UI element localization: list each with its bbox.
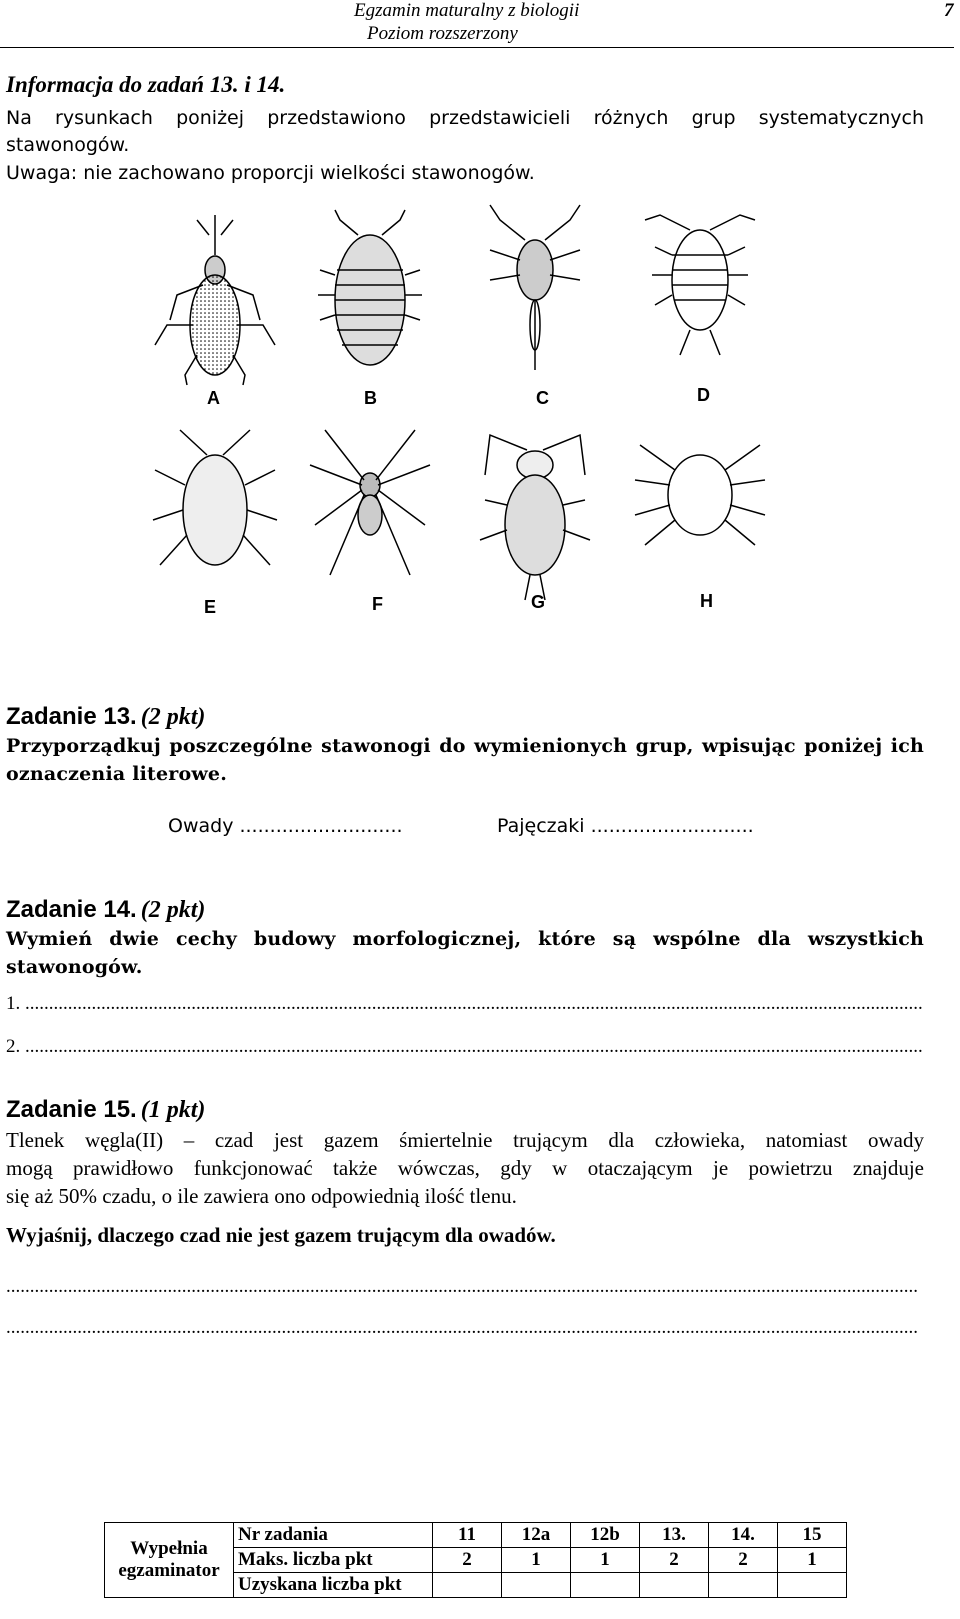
obtained-points-cell[interactable] [778, 1573, 847, 1598]
task-15-answer-line-2[interactable]: ................................................................................................................................................................................................ [6, 1317, 918, 1338]
figure-label-e: E [204, 597, 217, 617]
task-number-cell: 12a [502, 1523, 571, 1548]
info-line-1: Na rysunkach poniżej przedstawiono przedstawicieli różnych grup systematycznych [6, 107, 924, 129]
task-number-cell: 11 [433, 1523, 502, 1548]
arthropod-d-drawing [645, 215, 755, 355]
task-15-command: Wyjaśnij, dlaczego czad nie jest gazem trującym dla owadów. [6, 1223, 556, 1247]
task-13-command-line-2: oznaczenia literowe. [6, 763, 228, 785]
figure-label-h: H [700, 591, 713, 611]
score-table [104, 1522, 847, 1598]
exam-title: Egzamin maturalny z biologii [354, 0, 580, 21]
arthropod-h-drawing [635, 445, 765, 545]
task-13-title: Zadanie 13. [6, 703, 137, 730]
task-15-answer-line-1[interactable]: ................................................................................................................................................................................................ [6, 1276, 918, 1297]
task-15-text-line-2: mogą prawidłowo funkcjonować także wówczas, gdy w otaczającym je powietrzu znajduje [6, 1156, 924, 1180]
figure-label-c: C [536, 388, 549, 408]
score-table-side-label [105, 1523, 234, 1598]
max-points-cell: 2 [433, 1548, 502, 1573]
task-15-points: (1 pkt) [140, 1097, 206, 1123]
arthropod-g-drawing [480, 435, 590, 600]
task-14-points: (2 pkt) [140, 897, 206, 923]
obtained-points-cell[interactable] [709, 1573, 778, 1598]
header-rule [0, 47, 954, 48]
task-13-insects-answer[interactable]: Owady ........................... [168, 815, 403, 837]
task-14-title: Zadanie 14. [6, 896, 137, 923]
max-points-cell: 1 [778, 1548, 847, 1573]
task-15-text-line-1: Tlenek węgla(II) – czad jest gazem śmiertelnie trującym dla człowieka, natomiast owady [6, 1128, 924, 1152]
info-line-2: stawonogów. [6, 134, 130, 156]
task-number-cell: 14. [709, 1523, 778, 1548]
task-15-title: Zadanie 15. [6, 1096, 137, 1123]
arthropod-b-drawing [318, 210, 422, 365]
task-13-command-line-1: Przyporządkuj poszczególne stawonogi do wymienionych grup, wpisując poniżej ich [6, 735, 924, 757]
obtained-points-cell[interactable] [571, 1573, 640, 1598]
side-label-line-2: egzaminator [118, 1560, 220, 1581]
info-title: Informacja do zadań 13. i 14. [6, 72, 286, 97]
task-14-command-line-1: Wymień dwie cechy budowy morfologicznej, które są wspólne dla wszystkich [6, 928, 924, 950]
row-header-task-number: Nr zadania [234, 1523, 433, 1548]
arthropod-f-drawing [310, 430, 430, 575]
task-number-cell: 12b [571, 1523, 640, 1548]
arthropod-e-drawing [153, 430, 277, 565]
obtained-points-cell[interactable] [640, 1573, 709, 1598]
obtained-points-cell[interactable] [433, 1573, 502, 1598]
task-number-cell: 13. [640, 1523, 709, 1548]
max-points-cell: 2 [709, 1548, 778, 1573]
figure-label-g: G [531, 592, 546, 612]
max-points-cell: 1 [571, 1548, 640, 1573]
figure-label-b: B [364, 388, 377, 408]
task-13-points: (2 pkt) [140, 704, 206, 730]
task-14-answer-line-2[interactable]: 2. ............................................................................................................................................................................................. [6, 1036, 923, 1057]
obtained-points-cell[interactable] [502, 1573, 571, 1598]
side-label-line-1: Wypełnia [130, 1538, 208, 1559]
arthropod-c-drawing [490, 205, 580, 370]
max-points-cell: 2 [640, 1548, 709, 1573]
task-14-answer-line-1[interactable]: 1. ............................................................................................................................................................................................. [6, 993, 923, 1014]
task-14-heading [6, 896, 205, 924]
figure-label-a: A [207, 388, 220, 408]
row-header-obtained-points: Uzyskana liczba pkt [234, 1573, 433, 1598]
page-header [0, 0, 960, 50]
task-14-command-line-2: stawonogów. [6, 956, 143, 978]
max-points-cell: 1 [502, 1548, 571, 1573]
row-header-max-points: Maks. liczba pkt [234, 1548, 433, 1573]
info-line-3: Uwaga: nie zachowano proporcji wielkości stawonogów. [6, 162, 535, 184]
task-13-arachnids-answer[interactable]: Pajęczaki ........................... [497, 815, 754, 837]
figure-label-f: F [372, 594, 383, 614]
task-number-cell: 15 [778, 1523, 847, 1548]
task-13-heading [6, 703, 205, 731]
score-table-row-tasks [105, 1523, 847, 1548]
exam-level: Poziom rozszerzony [367, 23, 518, 44]
task-15-text-line-3: się aż 50% czadu, o ile zawiera ono odpowiednią ilość tlenu. [6, 1184, 517, 1208]
arthropods-figure [140, 195, 800, 635]
figure-label-d: D [697, 385, 710, 405]
page-number: 7 [944, 0, 954, 21]
task-15-heading [6, 1096, 205, 1124]
arthropod-a-drawing [155, 215, 275, 385]
